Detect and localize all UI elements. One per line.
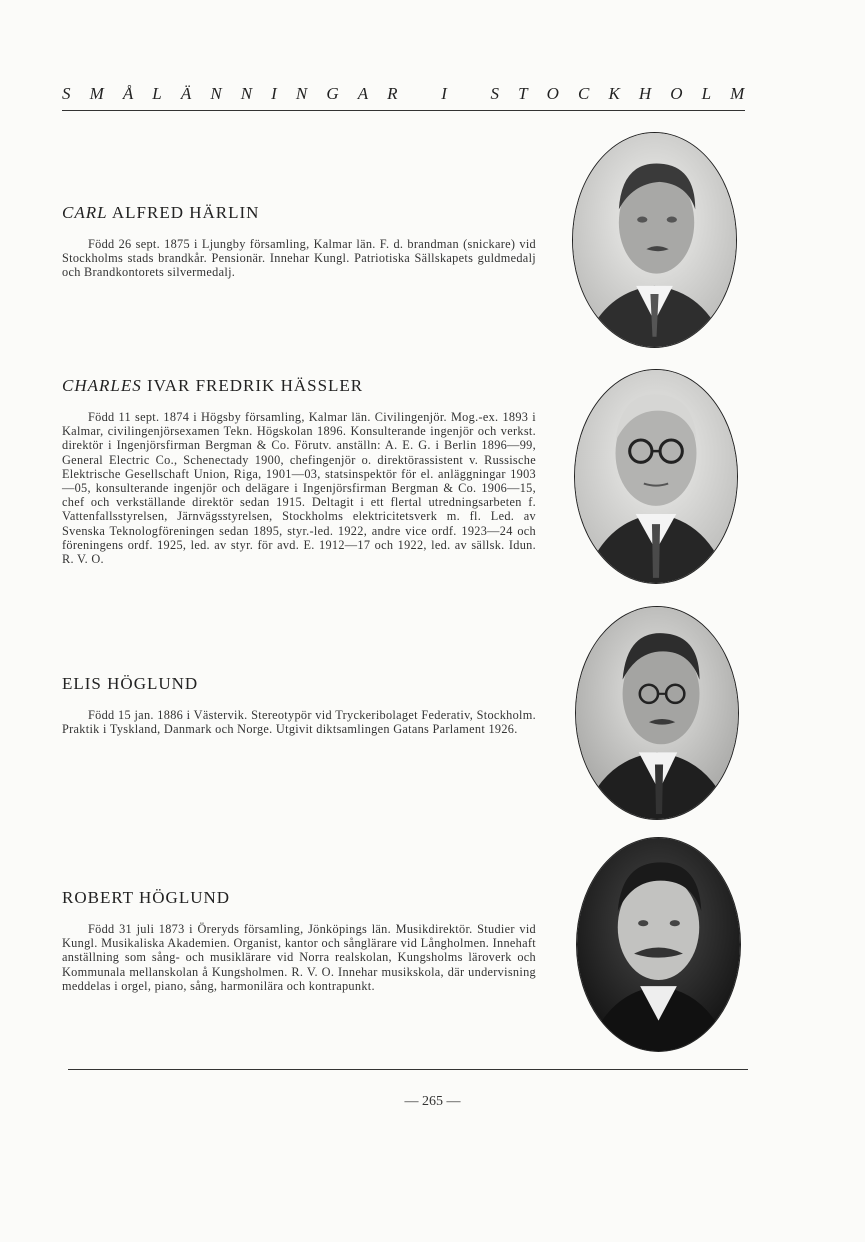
header-letter: M <box>730 84 745 103</box>
entry-given-name: CARL <box>62 203 108 222</box>
portrait-carl-harlin <box>572 132 737 348</box>
entry-name <box>62 376 536 396</box>
header-letter: N <box>210 84 223 103</box>
entry-charles-hassler <box>62 376 536 566</box>
page-number: — 265 — <box>404 1094 461 1109</box>
header-letter: S <box>490 84 500 103</box>
header-letter: L <box>701 84 712 103</box>
entry-robert-hoglund <box>62 888 536 993</box>
header-letter: C <box>578 84 590 103</box>
header-letter: O <box>670 84 683 103</box>
entry-bio: Född 11 sept. 1874 i Högsby församling, Kalmar län. Civilingenjör. Mog.-ex. 1893 i Kalmar, civilingenjörsexamen Tekn. Högskolan 1896. Konsulterande ingenjör och verkst. direktör i Ingenjörsfirman Bergman & Co. Förutv. anställn: A. E. G. i Berlin 1896—99, General Electric Co., Schenectady 1900, chefingenjör o. direktörassistent v. Russische Elektrische Gesellschaft Union, Riga, 1901—03, statsinspektör för el. anläggningar 1903—05, konsulterande ingenjör och delägare i Ingenjörsfirman Bergman & Co. 1906—15, chef och verkställande direktör sedan 1915. Deltagit i ett flertal utredningsarbeten f. Vattenfallsstyrelsen, Järnvägsstyrelsen, Stockholms elektricitetsverk m. fl. Led. av Svenska Teknologföreningen sedan 1895, styr.-led. 1922, andre vice ordf. 1923—24 och föreningens ordf. 1925, led. av styr. för avd. E. 1912—17 och 1922, led. av sällsk. Idun. R. V. O. <box>62 410 536 567</box>
header-letter: G <box>326 84 340 103</box>
header-letter <box>466 84 472 104</box>
portrait-robert-hoglund <box>576 837 741 1052</box>
entry-surname: ALFRED HÄRLIN <box>107 203 260 222</box>
entry-name <box>62 203 536 223</box>
header-letter: I <box>441 84 448 103</box>
entry-elis-hoglund <box>62 674 536 736</box>
entry-name <box>62 888 536 908</box>
header-rule <box>62 110 745 111</box>
entry-bio: Född 26 sept. 1875 i Ljungby församling, Kalmar län. F. d. brandman (snickare) vid Stockholms stads brandkår. Pensionär. Innehar Kungl. Patriotiska Sällskapets guldmedalj och Brandkontorets silvermedalj. <box>62 237 536 280</box>
header-letter: R <box>387 84 399 103</box>
header-letter: Ä <box>180 84 192 103</box>
entry-surname: IVAR FREDRIK HÄSSLER <box>141 376 364 395</box>
header-letter: H <box>638 84 652 103</box>
entry-bio: Född 15 jan. 1886 i Västervik. Stereotypör vid Tryckeribolaget Federativ, Stockholm. Praktik i Tyskland, Danmark och Norge. Utgivit diktsamlingen Gatans Parlament 1926. <box>62 708 536 737</box>
header-letter: I <box>271 84 278 103</box>
entry-surname: ELIS HÖGLUND <box>62 674 199 693</box>
entry-given-name: CHARLES <box>62 376 142 395</box>
portrait-charles-hassler <box>574 369 738 584</box>
header-letter: N <box>240 84 253 103</box>
header-letter: A <box>357 84 369 103</box>
header-letter: N <box>295 84 308 103</box>
entry-surname: ROBERT HÖGLUND <box>62 888 231 907</box>
entry-bio: Född 31 juli 1873 i Öreryds församling, Jönköpings län. Musikdirektör. Studier vid Kungl. Musikaliska Akademien. Organist, kantor och sånglärare vid Långholmen. Innehaft anställning som sång- och musiklärare vid Norra realskolan, Kungsholms läroverk och Kommunala mellanskolan å Kungsholmen. R. V. O. Innehar musikskola, där undervisning meddelas i orgel, piano, sång, harmonilära och kontrapunkt. <box>62 922 536 993</box>
portrait-elis-hoglund <box>575 606 739 820</box>
footer-rule <box>68 1069 748 1070</box>
running-header <box>62 84 745 104</box>
header-letter: L <box>152 84 163 103</box>
header-letter: K <box>608 84 621 103</box>
header-letter: O <box>546 84 560 103</box>
header-letter: S <box>62 84 71 103</box>
entry-carl-harlin <box>62 203 536 280</box>
header-letter: T <box>518 84 529 103</box>
header-letter <box>417 84 423 104</box>
entry-name <box>62 674 536 694</box>
header-letter: Å <box>122 84 134 103</box>
header-letter: M <box>89 84 105 103</box>
